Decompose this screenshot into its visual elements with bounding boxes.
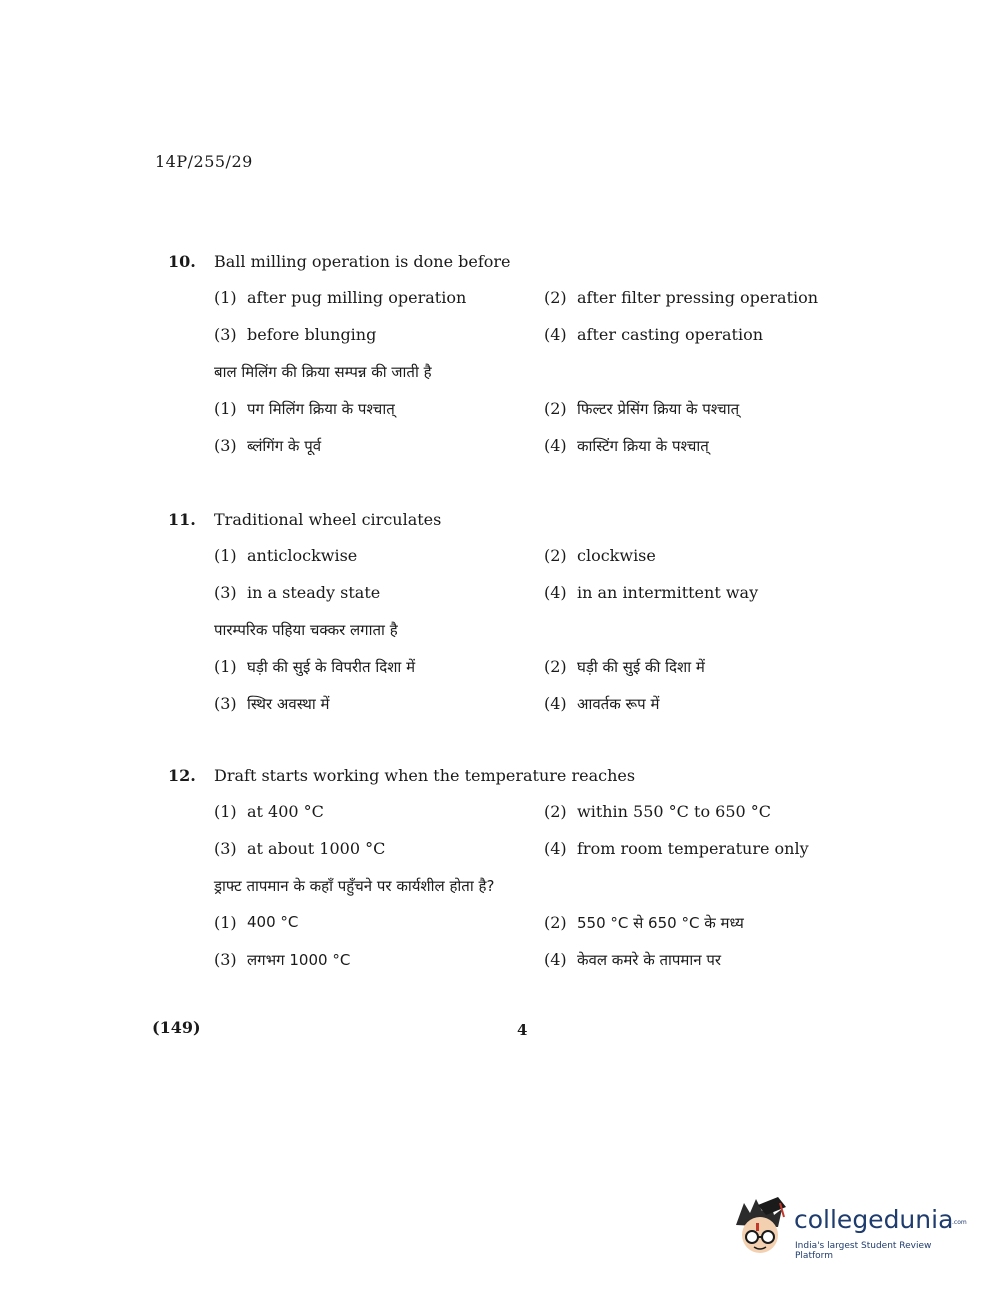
question-text: Draft starts working when the temperature reaches xyxy=(214,766,636,785)
paper-code: 14P/255/29 xyxy=(155,152,253,171)
hindi-option-1: (1) पग मिलिंग क्रिया के पश्चात् xyxy=(214,398,395,418)
hindi-option-3: (3) ब्लंगिंग के पूर्व xyxy=(214,435,322,455)
question-text: Ball milling operation is done before xyxy=(214,252,511,271)
question-12 xyxy=(168,766,848,978)
logo-brand: collegedunia xyxy=(794,1205,954,1234)
logo-tagline: India's largest Student Review Platform xyxy=(795,1241,932,1261)
hindi-option-3: (3) लगभग 1000 °C xyxy=(214,949,351,969)
question-number: 10. xyxy=(168,252,196,271)
logo-suffix: .com xyxy=(952,1219,967,1226)
booklet-code: (149) xyxy=(152,1018,201,1037)
question-number: 11. xyxy=(168,510,196,529)
option-3: (3) before blunging xyxy=(214,325,377,344)
hindi-question-text: पारम्परिक पहिया चक्कर लगाता है xyxy=(214,620,398,639)
hindi-option-1: (1) घड़ी की सुई के विपरीत दिशा में xyxy=(214,656,416,676)
hindi-question-text: बाल मिलिंग की क्रिया सम्पन्न की जाती है xyxy=(214,362,432,381)
hindi-option-4: (4) केवल कमरे के तापमान पर xyxy=(544,949,722,969)
hindi-option-3: (3) स्थिर अवस्था में xyxy=(214,693,330,713)
collegedunia-logo xyxy=(730,1195,970,1265)
option-4: (4) after casting operation xyxy=(544,325,763,344)
hindi-question-text: ड्राफ्ट तापमान के कहाँ पहुँचने पर कार्यशील होता है? xyxy=(214,876,495,895)
hindi-option-4: (4) आवर्तक रूप में xyxy=(544,693,660,713)
option-1: (1) anticlockwise xyxy=(214,546,358,565)
option-1: (1) at 400 °C xyxy=(214,802,324,821)
question-text: Traditional wheel circulates xyxy=(214,510,442,529)
hindi-option-2: (2) घड़ी की सुई की दिशा में xyxy=(544,656,705,676)
option-2: (2) clockwise xyxy=(544,546,656,565)
option-4: (4) in an intermittent way xyxy=(544,583,759,602)
hindi-option-2: (2) 550 °C से 650 °C के मध्य xyxy=(544,912,744,932)
page-number: 4 xyxy=(517,1021,528,1039)
hindi-option-1: (1) 400 °C xyxy=(214,913,299,932)
option-2: (2) within 550 °C to 650 °C xyxy=(544,802,772,821)
option-1: (1) after pug milling operation xyxy=(214,288,467,307)
option-2: (2) after filter pressing operation xyxy=(544,288,819,307)
hindi-option-4: (4) कास्टिंग क्रिया के पश्चात् xyxy=(544,435,709,455)
mascot-icon xyxy=(730,1195,790,1265)
hindi-option-2: (2) फिल्टर प्रेसिंग क्रिया के पश्चात् xyxy=(544,398,740,418)
option-3: (3) in a steady state xyxy=(214,583,381,602)
question-11 xyxy=(168,510,848,722)
question-10 xyxy=(168,252,848,464)
option-3: (3) at about 1000 °C xyxy=(214,839,386,858)
question-number: 12. xyxy=(168,766,196,785)
option-4: (4) from room temperature only xyxy=(544,839,809,858)
